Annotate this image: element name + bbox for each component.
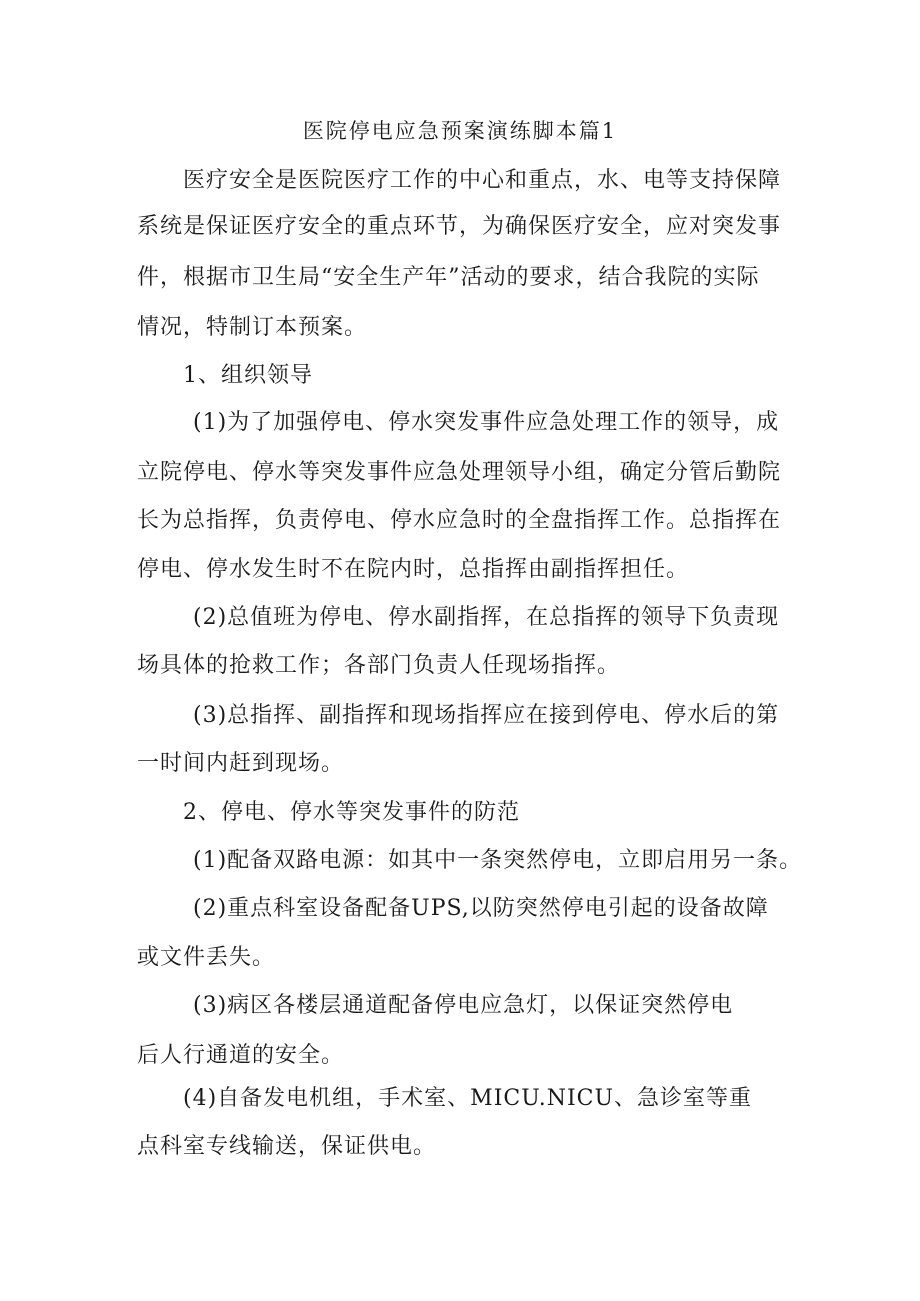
intro-line-3: 件，根据市卫生局“安全生产年”活动的要求，结合我院的实际 xyxy=(137,265,760,290)
item-1-2-line-1: (2)总值班为停电、停水副指挥，在总指挥的领导下负责现 xyxy=(193,605,780,630)
item-1-2-line-2: 场具体的抢救工作；各部门负责人任现场指挥。 xyxy=(137,653,621,678)
item-1-3-line-1: (3)总指挥、副指挥和现场指挥应在接到停电、停水后的第 xyxy=(193,703,780,728)
item-1-1-line-1: (1)为了加强停电、停水突发事件应急处理工作的领导，成 xyxy=(193,410,780,435)
document-title: 医院停电应急预案演练脚本篇1 xyxy=(302,119,618,143)
item-2-3-line-2: 后人行通道的安全。 xyxy=(137,1043,345,1068)
item-2-2-line-1: (2)重点科室设备配备UPS,以防突然停电引起的设备故障 xyxy=(193,896,769,921)
item-2-4-line-1: (4)自备发电机组，手术室、MICU.NICU、急诊室等重 xyxy=(183,1086,753,1111)
section-heading-prevention: 2、停电、停水等突发事件的防范 xyxy=(183,800,520,825)
intro-line-2: 系统是保证医疗安全的重点环节，为确保医疗安全，应对突发事 xyxy=(137,214,782,239)
item-1-1-line-2: 立院停电、停水等突发事件应急处理领导小组，确定分管后勤院 xyxy=(137,460,782,485)
item-2-3-line-1: (3)病区各楼层通道配备停电应急灯，以保证突然停电 xyxy=(193,993,734,1018)
item-2-1-line-1: (1)配备双路电源：如其中一条突然停电，立即启用另一条。 xyxy=(193,848,803,873)
item-1-1-line-4: 停电、停水发生时不在院内时，总指挥由副指挥担任。 xyxy=(137,557,690,582)
section-heading-organization: 1、组织领导 xyxy=(183,363,313,388)
item-2-4-line-2: 点科室专线输送，保证供电。 xyxy=(137,1134,437,1159)
item-1-3-line-2: 一时间内赶到现场。 xyxy=(137,751,345,776)
item-1-1-line-3: 长为总指挥，负责停电、停水应急时的全盘指挥工作。总指挥在 xyxy=(137,508,782,533)
item-2-2-line-2: 或文件丢失。 xyxy=(137,945,276,970)
intro-line-4: 情况，特制订本预案。 xyxy=(137,315,368,340)
intro-line-1: 医疗安全是医院医疗工作的中心和重点，水、电等支持保障 xyxy=(183,168,782,193)
